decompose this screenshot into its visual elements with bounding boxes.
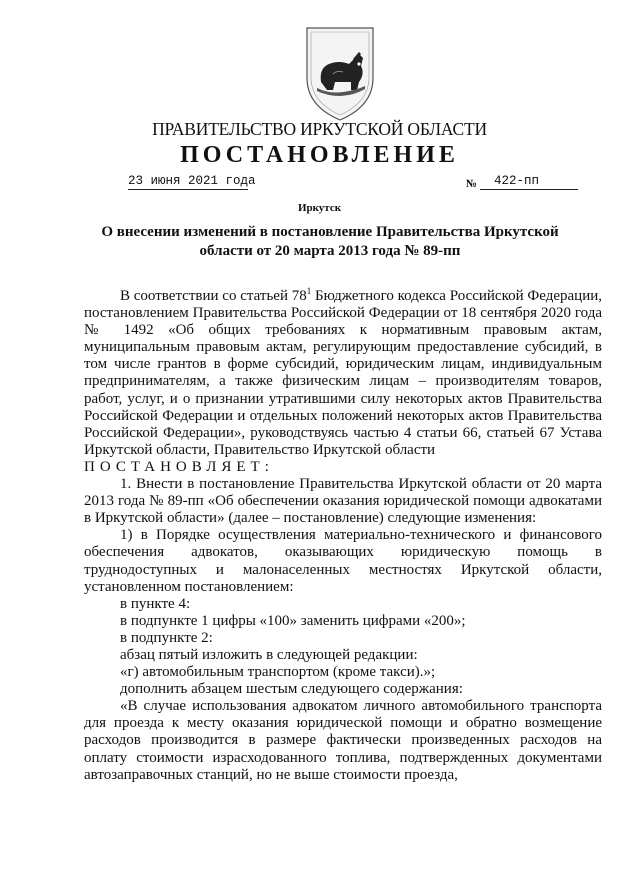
item-1-1-paragraph: 1) в Порядке осуществления материально-технического и финансового обеспечения адвокатов, оказывающих юридическую помощь в труднодоступных и малонаселенных местностях Иркутской области, установленном постановлением: (84, 527, 602, 595)
coat-of-arms-emblem (299, 24, 381, 124)
item-1-paragraph: 1. Внести в постановление Правительства Иркутской области от 20 марта 2013 года № 89-пп «Об обеспечении оказания юридической помощи адвокатами в Иркутской области» (далее – постановление) следующие изменения: (84, 476, 602, 527)
amendment-line: «г) автомобильным транспортом (кроме такси).»; (120, 664, 436, 681)
document-number: 422-пп (480, 174, 578, 190)
document-type: ПОСТАНОВЛЕНИЕ (180, 142, 459, 168)
government-name: ПРАВИТЕЛЬСТВО ИРКУТСКОЙ ОБЛАСТИ (152, 119, 487, 139)
article-superscript: 1 (306, 286, 312, 296)
title-line-1: О внесении изменений в постановление Правительства Иркутской (101, 224, 559, 240)
document-date: 23 июня 2021 года (128, 174, 256, 188)
quote-paragraph: «В случае использования адвокатом личного автомобильного транспорта для проезда к месту оказания юридической помощи и обратно возмещение расходов производится в размере фактически произведенных расходов на оплату стоимости израсходованного топлива, подтвержденных документами автозаправочных станций, но не выше стоимости проезда, (84, 698, 602, 783)
preamble-paragraph (84, 288, 602, 459)
amendment-line: в подпункте 2: (120, 629, 213, 646)
amendment-line: в пункте 4: (120, 595, 191, 612)
amendment-line: дополнить абзацем шестым следующего содержания: (120, 681, 463, 698)
document-body (84, 288, 602, 784)
preamble-rest: Бюджетного кодекса Российской Федерации, постановлением Правительства Российской Федерации от 18 сентября 2020 года № 1492 «Об общих требованиях к нормативным правовым актам, муниципальным правовым актам, регулирующим предоставление субсидий, в том числе грантов в форме субсидий, юридическим лицам, индивидуальным предпринимателям, а также физическим лицам – производителям товаров, работ, услуг, и о признании утратившими силу некоторых актов Правительства Российской Федерации и отдельных положений некоторых актов Правительства Российской Федерации», руководствуясь частью 4 статьи 66, статьей 67 Устава Иркутской области, Правительство Иркутской области (84, 288, 603, 458)
document-title (80, 223, 580, 261)
city-name: Иркутск (297, 202, 342, 214)
amendment-line: в подпункте 1 цифры «100» заменить цифрами «200»; (120, 612, 466, 629)
preamble-start: В соответствии со статьей 78 (120, 288, 307, 304)
decree-word: ПОСТАНОВЛЯЕТ: (84, 458, 274, 475)
number-label: № (466, 178, 478, 190)
title-line-2: области от 20 марта 2013 года № 89-пп (199, 243, 461, 259)
amendment-line: абзац пятый изложить в следующей редакции: (120, 646, 418, 663)
